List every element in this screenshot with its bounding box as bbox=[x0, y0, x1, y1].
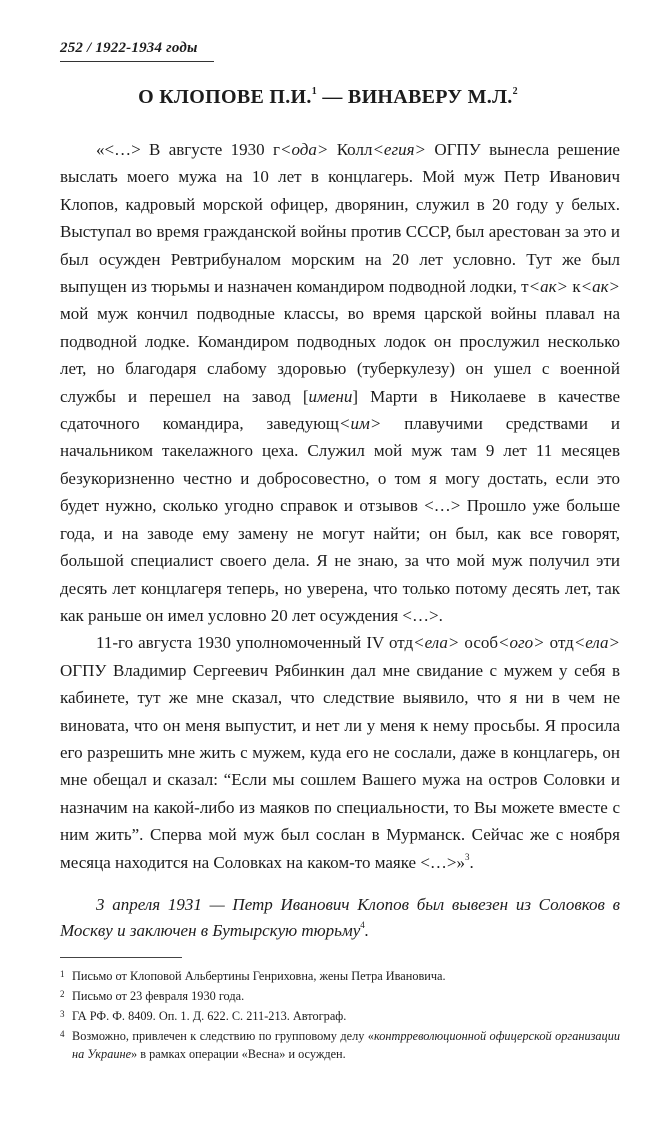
text-run: «<…> В августе 1930 г bbox=[96, 140, 280, 159]
footnote-text: » в рамках операции «Весна» и осужден. bbox=[131, 1047, 346, 1061]
page-title bbox=[0, 86, 656, 109]
editorial-insert: <ого> bbox=[498, 633, 545, 653]
paragraph-letter-1 bbox=[60, 136, 620, 629]
editorial-note bbox=[60, 892, 620, 944]
text-run: 11-го августа 1930 уполномоченный IV отд bbox=[96, 633, 414, 653]
running-head-rule bbox=[60, 61, 214, 62]
text-run: . bbox=[469, 852, 474, 872]
editorial-insert: <егия> bbox=[372, 140, 426, 159]
text-run: ОГПУ Владимир Сергеевич Рябинкин дал мне свидание с мужем у себя в кабинете, тут же мне сказал, что следствие выявило, что я ни в чем не виновата, что он меня выпустит, и нет ли у меня к нему просьбы. Я просила его разрешить мне жить с мужем, куда его не сослали, даже в концлагерь, он мне обещал и сказал: “Если мы сошлем Вашего мужа на остров Соловки и назначим на какой-либо из маяков по специальности, то Вы можете вместе с ним жить”. Сперва мой муж был сослан в Мурманск. Сейчас же с ноября месяца находится на Соловках на каком-то маяке <…>» bbox=[60, 660, 620, 872]
footnote-ref-3[interactable]: 3 bbox=[465, 851, 470, 862]
footnote-3 bbox=[60, 1005, 620, 1025]
title-text-a: О КЛОПОВЕ П.И. bbox=[138, 86, 312, 108]
footnote-number: 2 bbox=[60, 989, 65, 999]
text-run: особ bbox=[459, 633, 499, 653]
footnote-ref-2[interactable]: 2 bbox=[512, 86, 518, 97]
editorial-insert: <ела> bbox=[573, 633, 621, 653]
footnote-number: 4 bbox=[60, 1029, 65, 1039]
footnote-ref-4[interactable]: 4 bbox=[360, 919, 365, 930]
editorial-insert: имени bbox=[308, 386, 353, 406]
text-run: Колл bbox=[328, 140, 373, 159]
running-head: 252 / 1922-1934 годы bbox=[60, 40, 198, 56]
footnote-text: Письмо от Клоповой Альбертины Генриховна, жены Петра Ивановича. bbox=[72, 969, 446, 983]
editorial-insert: <ода> bbox=[280, 140, 329, 159]
text-run: мой муж кончил подводные классы, во время царской войны плавал на подводной лодке. Командиром подводных лодок он прослужил несколько лет, но благодаря слабому здоровью (туберкулезу) он ушел с военной службы и перешел на завод [ bbox=[60, 304, 620, 406]
text-run: отд bbox=[544, 633, 574, 653]
title-text-b: — ВИНАВЕРУ М.Л. bbox=[317, 86, 513, 108]
text-run: к bbox=[568, 277, 581, 297]
editorial-insert: <ела> bbox=[413, 633, 460, 653]
footnote-text: Письмо от 23 февраля 1930 года. bbox=[72, 989, 245, 1003]
footnote-4 bbox=[60, 1025, 620, 1063]
footnote-1 bbox=[60, 965, 620, 985]
editorial-insert: <им> bbox=[339, 414, 382, 434]
text-run: плавучими средствами и начальником такелажного цеха. Служил мой муж там 9 лет 11 месяцев безукоризненно честно и добросовестно, о том я могу достать, если это будет нужно, сколько угодно справок и отзывов <…> Прошло уже больше года, и на заводе ему замену не могут найти; он был, как все говорят, большой специалист своего дела. Я не знаю, за что мой муж получил эти десять лет концлагеря теперь, но уверена, что только потому десять лет, так как раньше он имел условно 20 лет осуждения <…>. bbox=[60, 414, 620, 625]
editorial-note-text: 3 апреля 1931 — Петр Иванович Клопов был вывезен из Соловков в Москву и заключен в Бутырскую тюрьму bbox=[60, 894, 620, 940]
footnote-italic-text: контрреволюционной офицерской организации на Украине bbox=[72, 1029, 620, 1061]
footnote-number: 3 bbox=[60, 1009, 65, 1019]
footnote-separator bbox=[60, 957, 182, 958]
text-run: ОГПУ вынесла решение выслать моего мужа на 10 лет в концлагерь. Мой муж Петр Иванович Клопов, кадровый морской офицер, дворянин, служил в 20 году у белых. Выступал во время гражданской войны против СССР, был арестован за это и был осужден Ревтрибуналом морским на 20 лет условно. Тут же был выпущен из тюрьмы и назначен командиром подводной лодки, т bbox=[60, 140, 620, 297]
paragraph-letter-2 bbox=[60, 629, 620, 876]
footnote-2 bbox=[60, 985, 620, 1005]
text-run: ] Марти в Николаеве в качестве сдаточного командира, заведующ bbox=[60, 386, 620, 434]
footnotes bbox=[60, 965, 620, 1063]
footnote-text: Возможно, привлечен к следствию по групповому делу « bbox=[72, 1029, 374, 1043]
footnote-text: ГА РФ. Ф. 8409. Оп. 1. Д. 622. С. 211-213. Автограф. bbox=[72, 1009, 347, 1023]
editorial-insert: <ак> bbox=[580, 277, 620, 297]
footnote-number: 1 bbox=[60, 969, 65, 979]
footnote-ref-1[interactable]: 1 bbox=[311, 86, 318, 97]
main-text bbox=[60, 136, 620, 944]
text-run: . bbox=[364, 920, 369, 940]
editorial-insert: <ак> bbox=[528, 277, 568, 297]
